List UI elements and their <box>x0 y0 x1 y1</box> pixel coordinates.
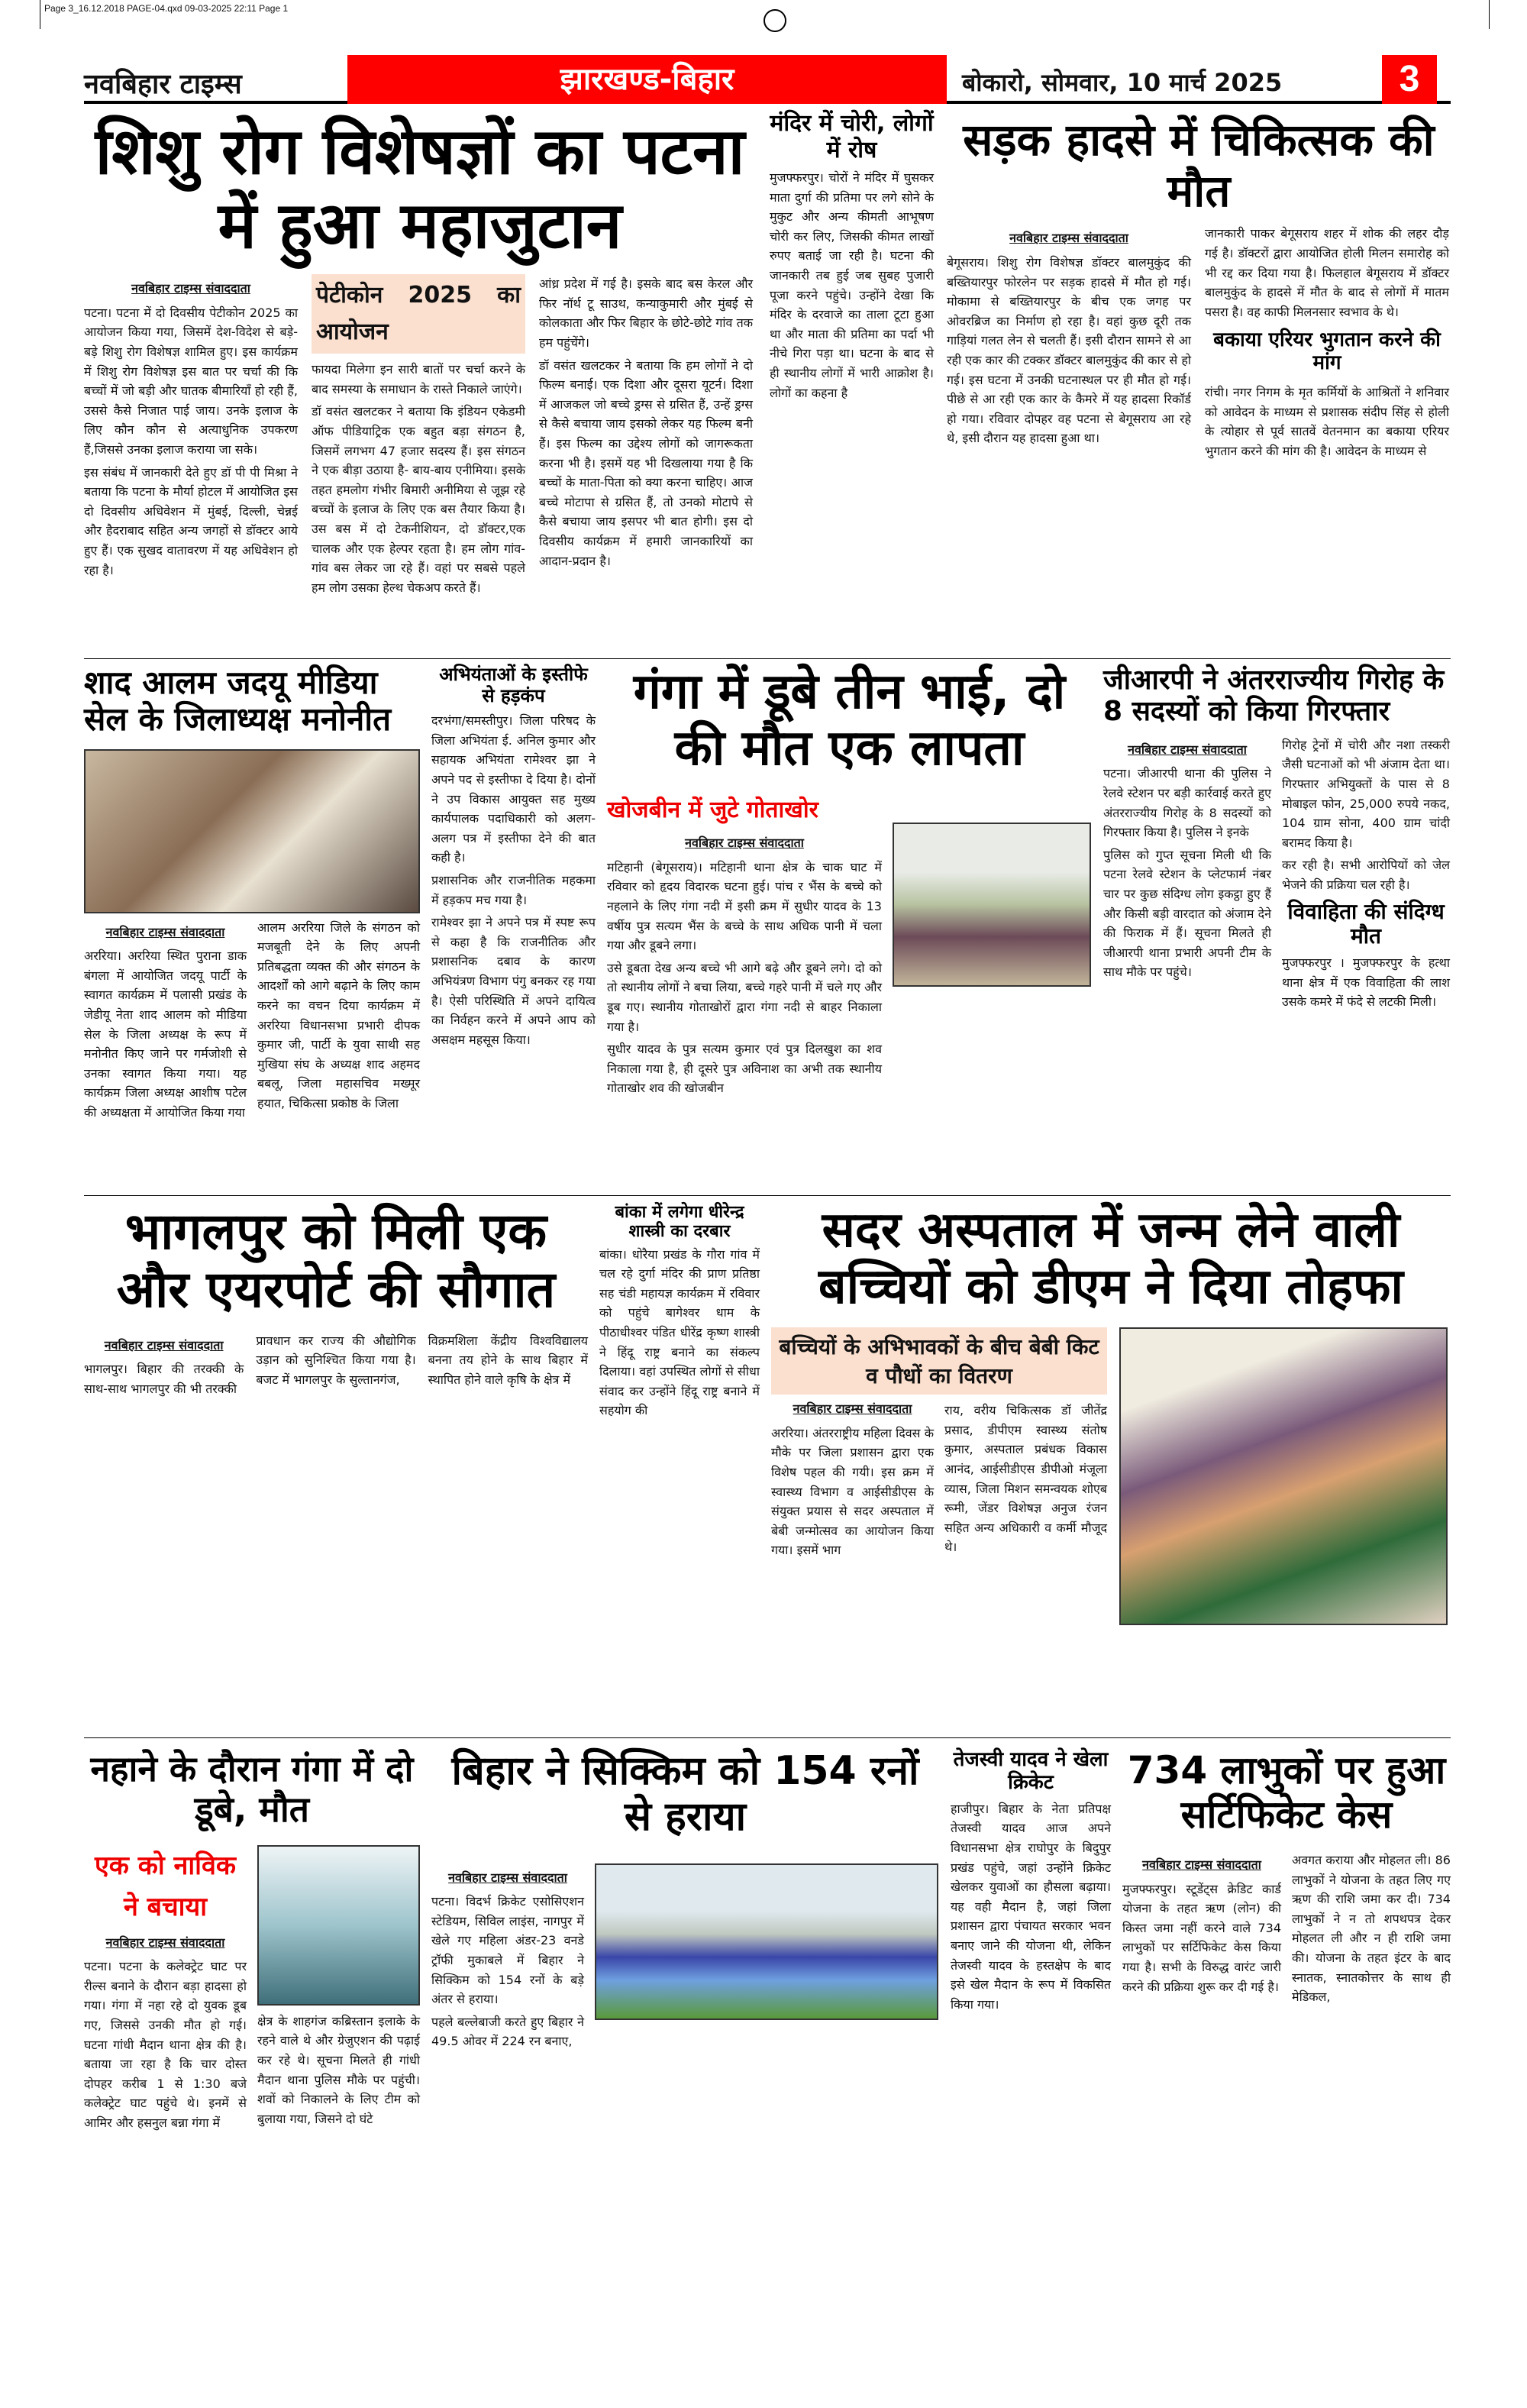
paragraph: फायदा मिलेगा इन सारी बातों पर चर्चा करने के बाद समस्या के समाधान के रास्ते निकाले जाएंगे। <box>312 362 525 396</box>
headline: मंदिर में चोरी, लोगों में रोष <box>770 110 934 163</box>
article-temple-theft <box>770 111 934 406</box>
divider <box>84 658 1451 659</box>
paragraph: मुजफ्फरपुर। चोरों ने मंदिर में घुसकर माता दुर्गा की प्रतिमा पर लगे सोने के मुकुट और अन्य कीमती आभूषण चोरी कर लिए, जिसकी कीमत लाखों रुपए बताई जा रही है। घटना की जानकारी तब हुई जब सुबह पुजारी पूजा करने पहुंचे। उन्होंने देखा कि मंदिर के दरवाजे का ताला टूटा हुआ था और माता की प्रतिमा का पर्दा भी नीचे गिरा पड़ा था। घटना के बाद से ही स्थानीय लोगों में भारी आक्रोश है। लोगों का कहना है <box>770 170 934 400</box>
headline: गंगा में डूबे तीन भाई, दो की मौत एक लापता <box>633 664 1066 777</box>
paragraph: बांका। धोरैया प्रखंड के गौरा गांव में चल रहे दुर्गा मंदिर की प्राण प्रतिष्ठा सह चंडी महायज्ञ कार्यक्रम में रविवार को पहुंचे बागेश्वर धाम के पीठाधीश्वर पंडित धीरेंद्र कृष्ण शास्त्री ने हिंदू राष्ट्र बनाने का संकल्प दिलाया। वहां उपस्थित लोगों से सीधा संवाद कर उन्होंने हिंदू राष्ट्र बनाने में सहयोग की <box>599 1246 760 1418</box>
dm-gifting-photo <box>1119 1327 1448 1625</box>
paragraph: रामेश्वर झा ने अपने पत्र में स्पष्ट रूप से कहा है कि राजनीतिक और प्रशासनिक दबाव के कारण अभियंत्रण विभाग पंगु बनकर रह गया है। ऐसी परिस्थिति में अपने दायित्व का निर्वहन करने में अपने आप को असक्षम महसूस किया। <box>431 915 596 1047</box>
article-sadar-hospital <box>771 1203 1451 1625</box>
paragraph: मुजफ्फरपुर । मुजफ्फरपुर के हत्था थाना क्षेत्र में एक विवाहिता की लाश उसके कमरे में फंदे से लटकी मिली। <box>1282 955 1450 1010</box>
byline: नवबिहार टाइम्स संवाददाता <box>1142 1857 1261 1872</box>
article-grp-arrest <box>1103 664 1451 1015</box>
paragraph: अररिया। अररिया स्थित पुराना डाक बंगला में आयोजित जदयू पार्टी के स्वागत कार्यक्रम में पलासी प्रखंड के जेडीयू नेता शाद आलम को मीडिया सेल के जिला अध्यक्ष के रूप में मनोनीत किए जाने पर गर्मजोशी से उनका स्वागत किया गया। यह कार्यक्रम जिला अध्यक्ष आशीष पटेल की अध्यक्षता में आयोजित किया गया <box>84 949 247 1120</box>
byline: नवबिहार टाइम्स संवाददाता <box>131 281 250 296</box>
paragraph: पुलिस को गुप्त सूचना मिली थी कि पटना रेलवे स्टेशन के प्लेटफार्म नंबर चार पर कुछ संदिग्ध लोग इकट्ठा हुए हैं और किसी बड़ी वारदात को अंजाम देने की फिराक में हैं। सूचना मिलते ही जीआरपी थाना प्रभारी अपनी टीम के साथ मौके पर पहुंचे। <box>1103 847 1271 980</box>
cricket-team-photo <box>595 1863 938 2020</box>
paragraph: बेगूसराय। शिशु रोग विशेषज्ञ डॉक्टर बालमुकुंद की बख्तियारपुर फोरलेन पर सड़क हादसे में मौत हो गई। मोकामा से बख्तियारपुर के बीच एक जगह पर ओवरब्रिज का निर्माण हो रहा है। वहां कुछ दूरी तक गाड़ियां गलत लेन से चलती हैं। इसी दौरान सामने से आ रही एक कार की टक्कर डॉक्टर बालमुकुंद की कार से हो गई। इस घटना में उनकी घटनास्थल पर ही मौत हो गई। पीछे से आ रही एक कार के कैमरे में यह हादसा रिकॉर्ड हो गया। रविवार दोपहर वह पटना से बेगूसराय आ रहे थे, इसी दौरान यह हादसा हुआ था। <box>947 254 1191 446</box>
article-engineers-resign <box>431 664 596 1052</box>
masthead <box>84 55 1451 104</box>
headline: सड़क हादसे में चिकित्सक की मौत <box>963 114 1435 217</box>
section-banner: झारखण्ड-बिहार <box>347 55 947 104</box>
divider <box>84 1195 1451 1196</box>
paragraph: जानकारी पाकर बेगूसराय शहर में शोक की लहर दौड़ गई है। डॉक्टरों द्वारा आयोजित होली मिलन समारोह को भी रद्द कर दिया गया है। फिलहाल बेगूसराय में डॉक्टर बालमुकुंद के हादसे में मौत के बाद से लोगों में मातम पसरा है। वह काफी मिलनसार स्वभाव के थे। <box>1205 226 1449 319</box>
paragraph: प्रावधान कर राज्य की औद्योगिक उड़ान को सुनिश्चित किया गया है। बजट में भागलपुर के सुल्तानगंज, <box>256 1333 416 1387</box>
article-ganga-drowning-brothers <box>607 664 1092 1101</box>
headline: अभियंताओं के इस्तीफे से हड़कंप <box>439 664 588 706</box>
subheadline: एक को नाविक ने बचाया <box>94 1850 236 1923</box>
paragraph: दरभंगा/समस्तीपुर। जिला परिषद के जिला अभियंता ई. अनिल कुमार और सहायक अभियंता रामेश्वर झा ने अपने पद से इस्तीफा दे दिया है। दोनों ने उप विकास आयुक्त सह मुख्य कार्यपालक पदाधिकारी को अलग-अलग पत्र में इस्तीफा देने की बात कही है। <box>431 713 596 865</box>
paragraph: डॉ वसंत खलटकर ने बताया कि हम लोगों ने दो फिल्म बनाई। एक दिशा और दूसरा यूटर्न। दिशा में आजकल जो बच्चे ड्रग्स से ग्रसित हैं, उन्हें ड्रग्स से कैसे बचाया जाय इसको लेकर यह फिल्म बनी हैं। इस फिल्म का उद्देश्य लोगों को जागरूकता करना भी है। इसमें यह भी दिखलाया गया है कि बच्चों के माता-पिता को क्या करना चाहिए। आज बच्चे मोटापा से ग्रसित हैं, तो उनको मोटापे से कैसे बचाया जाय इसपर भी बात होगी। इस दो दिवसीय कार्यक्रम में हमारी जानकारियों का आदान-प्रदान है। <box>539 357 753 568</box>
headline: बिहार ने सिक्किम को 154 रनों से हराया <box>451 1748 919 1840</box>
headline: तेजस्वी यादव ने खेला क्रिकेट <box>953 1748 1109 1794</box>
article-pediatric-conference <box>84 115 756 600</box>
paragraph: पटना। पटना के कलेक्ट्रेट घाट पर रील्स बनाने के दौरान बड़ा हादसा हो गया। गंगा में नहा रहे दो युवक डूब गए, जिससे उनकी मौत हो गई। घटना गांधी मैदान थाना क्षेत्र की है। बताया जा रहा है कि चार दोस्त दोपहर करीब 1 से 1:30 बजे कलेक्ट्रेट घाट पहुंचे थे। इनमें से आमिर और हसनुल बन्ना गंगा में <box>84 1959 247 2130</box>
byline: नवबिहार टाइम्स संवाददाता <box>104 1337 224 1353</box>
byline: नवबिहार टाइम्स संवाददाता <box>105 1934 225 1950</box>
byline: नवबिहार टाइम्स संवाददाता <box>448 1870 567 1885</box>
headline: सदर अस्पताल में जन्म लेने वाली बच्चियों को डीएम ने दिया तोहफा <box>818 1202 1403 1315</box>
paragraph: क्षेत्र के शाहगंज कब्रिस्तान इलाके के रहने वाले थे और ग्रेजुएशन की पढ़ाई कर रहे थे। सूचना मिलते ही गांधी मैदान थाना पुलिस मौके पर पहुंची। शवों को निकालने के लिए टीम को बुलाया गया, जिसने दो घंटे <box>257 2013 420 2126</box>
paragraph: इस संबंध में जानकारी देते हुए डॉ पी पी मिश्रा ने बताया कि पटना के मौर्या होटल में आयोजित इस दो दिवसीय अधिवेशन में मुंबई, दिल्ली, चेन्नई और हैदराबाद सहित अन्य जगहों से डॉक्टर आये हुए हैं। एक सुखद वातावरण में यह अधिवेशन हो रहा है। <box>84 464 298 577</box>
subheadline: पेटीकोन 2025 का आयोजन <box>312 274 525 354</box>
paragraph: गिरोह ट्रेनों में चोरी और नशा तस्करी जैसी घटनाओं को भी अंजाम देता था। गिरफ्तार अभियुक्तों के पास से 8 मोबाइल फोन, 25,000 रुपये नकद, 104 ग्राम सोना, 400 ग्राम चांदी बरामद किया है। <box>1282 737 1450 850</box>
byline: नवबिहार टाइम्स संवाददाता <box>685 836 804 851</box>
subheadline: बच्चियों के अभिभावकों के बीच बेबी किट व पौधों का वितरण <box>771 1327 1107 1395</box>
article-bihar-cricket-win <box>431 1749 939 2054</box>
divider <box>84 1737 1451 1738</box>
paragraph: मुजफ्फरपुर। स्टूडेंट्स क्रेडिट कार्ड योजना के तहत ऋण (लोन) की किस्त जमा नहीं करने वाले 734 लाभुकों पर सर्टिफिकेट केस किया गया है। सभी के विरुद्ध वारंट जारी करने की प्रक्रिया शुरू कर दी गई है। <box>1122 1881 1281 1994</box>
paragraph: आंध्र प्रदेश में गई है। इसके बाद बस केरल और फिर नॉर्थ टू साउथ, कन्याकुमारी और मुंबई से कोलकाता और फिर बिहार के छोटे-छोटे गांव तक हम पहुंचेंगे। <box>539 276 753 350</box>
headline-suspicious-death: विवाहिता की संदिग्ध मौत <box>1287 898 1445 949</box>
paragraph: अवगत कराया और मोहलत ली। 86 लाभुकों ने योजना के तहत लिए गए ऋण की राशि जमा कर दी। 734 लाभुकों ने न तो शपथपत्र देकर मोहलत ली और न ही राशि जमा की। योजना के तहत इंटर के बाद स्नातक, स्नातकोत्तर के साथ ही मेडिकल, <box>1292 1853 1451 2005</box>
byline: नवबिहार टाइम्स संवाददाता <box>1009 231 1128 246</box>
paragraph: मटिहानी (बेगूसराय)। मटिहानी थाना क्षेत्र के चाक घाट में रविवार को हृदय विदारक घटना हुई। पांच र भैंस के बच्चे को नहलाने के लिए गंगा नदी में इसी क्रम में सुधीर यादव के 13 वर्षीय पुत्र सत्यम भैंस के बच्चे के साथ अधिक पानी में चला गया और डूबने लगा। <box>607 859 882 953</box>
paragraph: हाजीपुर। बिहार के नेता प्रतिपक्ष तेजस्वी यादव आज अपने विधानसभा क्षेत्र राघोपुर के बिदुपुर प्रखंड पहुंचे, जहां उन्होंने क्रिकेट खेलकर युवाओं का हौसला बढ़ाया। यह वही मैदान है, जहां जिला प्रशासन द्वारा पंचायत सरकार भवन बनाए जाने की योजना थी, लेकिन तेजस्वी यादव के हस्तक्षेप के बाद इसे खेल मैदान के रूप में विकसित किया गया। <box>951 1801 1111 2012</box>
article-shad-alam <box>84 664 420 1126</box>
paragraph: कर रही है। सभी आरोपियों को जेल भेजने की प्रक्रिया चल रही है। <box>1282 858 1450 892</box>
paragraph: पटना। पटना में दो दिवसीय पेटीकोन 2025 का आयोजन किया गया, जिसमें देश-विदेश से बड़े-बड़े शिशु रोग विशेषज्ञ शामिल हुए। इस कार्यक्रम में शिशु रोग विशेषज्ञ इस बात पर चर्चा की कि बच्चों में जो बड़ी और घातक बीमारियाँ हो रही हैं, उससे कैसे निजात पाई जाय। उनके इलाज के लिए कौन कौन से अत्याधुनिक उपकरण हैं,जिससे उनका इलाज कराया जा सके। <box>84 305 298 457</box>
byline: नवबिहार टाइम्स संवाददाता <box>105 924 225 939</box>
jdu-members-photo <box>84 749 420 913</box>
paragraph: सुधीर यादव के पुत्र सत्यम कुमार एवं पुत्र दिलखुश का शव निकाला गया है, ही दूसरे पुत्र अविनाश का अभी तक स्थानीय गोताखोर शव की खोजबीन <box>607 1042 882 1096</box>
article-ganga-two-drowned <box>84 1749 420 2136</box>
paragraph: रांची। नगर निगम के मृत कर्मियों के आश्रितों ने शनिवार को आवेदन के माध्यम से प्रशासक संदीप सिंह से होली के त्योहार से पूर्व सातवें वेतनमान का बकाया एरियर भुगतान करने की मांग की है। आवेदन के माध्यम से <box>1205 385 1449 458</box>
subheadline: खोजबीन में जुटे गोताखोर <box>607 797 818 824</box>
article-bhagalpur-airport <box>84 1203 588 1402</box>
grieving-women-photo <box>893 823 1091 987</box>
byline: नवबिहार टाइम्स संवाददाता <box>1128 742 1247 757</box>
page-number: 3 <box>1382 55 1437 104</box>
headline: शिशु रोग विशेषज्ञों का पटना में हुआ महाजुटान <box>95 114 745 263</box>
paragraph: प्रशासनिक और राजनीतिक महकमा में हड़कप मच गया है। <box>431 872 596 907</box>
byline: नवबिहार टाइम्स संवाददाता <box>793 1401 912 1417</box>
article-734-certificate-case <box>1122 1749 1451 2010</box>
paragraph: आलम अररिया जिले के संगठन को मजबूती देने के लिए अपनी प्रतिबद्धता व्यक्त की और संगठन के आदर्शों को आगे बढ़ाने के लिए काम करने का वचन दिया कार्यक्रम में अररिया विधानसभा प्रभारी दीपक कुमार जी, पार्टी के युवा साथी सह मुखिया संघ के अध्यक्ष शाद अहमद बबलू, जिला महासचिव मख्मूर हयात, चिकित्सा प्रकोष्ठ के जिला <box>257 920 420 1110</box>
headline: जीआरपी ने अंतरराज्यीय गिरोह के 8 सदस्यों को किया गिरफ्तार <box>1103 664 1445 728</box>
paragraph: पटना। जीआरपी थाना की पुलिस ने रेलवे स्टेशन पर बड़ी कार्रवाई करते हुए अंतरराज्यीय गिरोह के 8 सदस्यों को गिरफ्तार किया है। पुलिस ने इनके <box>1103 766 1271 840</box>
article-tejashwi-cricket <box>951 1749 1111 2017</box>
paragraph: अररिया। अंतरराष्ट्रीय महिला दिवस के मौके पर जिला प्रशासन द्वारा एक विशेष पहल की गयी। इस क्रम में स्वास्थ्य विभाग व आईसीडीएस के संयुक्त प्रयास से सदर अस्पताल में बेबी जन्मोत्सव का आयोजन किया गया। इसमें भाग <box>771 1425 934 1558</box>
edition-date: बोकारो, सोमवार, 10 मार्च 2025 <box>962 68 1283 97</box>
headline: भागलपुर को मिली एक और एयरपोर्ट की सौगात <box>116 1202 556 1319</box>
paragraph: उसे डूबता देख अन्य बच्चे भी आगे बढ़े और डूबने लगे। दो को तो स्थानीय लोगों ने बचा लिया, बच्चे गहरे पानी में चले गए और डूब गए। स्थानीय गोताखोरों द्वारा गंगा नदी से बाहर निकाला गया है। <box>607 960 882 1034</box>
drowning-hands-illustration <box>257 1845 420 2006</box>
headline: 734 लाभुकों पर हुआ सर्टिफिकेट केस <box>1127 1748 1446 1837</box>
paragraph: पहले बल्लेबाजी करते हुए बिहार ने 49.5 ओवर में 224 रन बनाए, <box>431 2014 584 2049</box>
file-slug: Page 3_16.12.2018 PAGE-04.qxd 09-03-2025 22:11 Page 1 <box>44 3 289 14</box>
article-doctor-accident <box>947 115 1451 464</box>
paragraph: पटना। विदर्भ क्रिकेट एसोसिएशन स्टेडियम, सिविल लाइंस, नागपुर में खेले गए महिला अंडर-23 वनडे ट्रॉफी मुकाबले में बिहार ने सिक्किम को 154 रनों के बड़े अंतर से हराया। <box>431 1894 584 2007</box>
headline: नहाने के दौरान गंगा में दो डूबे, मौत <box>90 1748 414 1830</box>
headline-arrears: बकाया एरियर भुगतान करने की मांग <box>1213 328 1441 375</box>
paragraph: भागलपुर। बिहार की तरक्की के साथ-साथ भागलपुर की भी तरक्की <box>84 1362 244 1396</box>
newspaper-name: नवबिहार टाइम्स <box>84 69 242 100</box>
paragraph: राय, वरीय चिकित्सक डॉ जीतेंद्र प्रसाद, डीपीएम स्वास्थ्य संतोष कुमार, अस्पताल प्रबंधक विकास आनंद, आईसीडीएस डीपीओ मंजूला व्यास, जिला मिशन समन्वयक शोएब रूमी, जेंडर विशेषज्ञ अनुज रंजन सहित अन्य अधिकारी व कर्मी मौजूद थे। <box>944 1403 1107 1555</box>
headline: शाद आलम जदयू मीडिया सेल के जिलाध्यक्ष मनोनीत <box>84 664 392 739</box>
headline: बांका में लगेगा धीरेन्द्र शास्त्री का दरबार <box>615 1203 744 1242</box>
registration-mark-icon <box>764 9 786 32</box>
crop-mark <box>1489 0 1490 29</box>
article-banka-dhirendra <box>599 1203 760 1424</box>
paragraph: विक्रमशिला केंद्रीय विश्वविद्यालय बनना तय होने के साथ बिहार में स्थापित होने वाले कृषि के क्षेत्र में <box>428 1333 588 1387</box>
paragraph: डॉ वसंत खलटकर ने बताया कि इंडियन एकेडमी ऑफ पीडियाट्रिक एक बहुत बड़ा संगठन है, जिसमें लगभग 47 हजार सदस्य हैं। इस संगठन ने एक बीड़ा उठाया है- बाय-बाय एनीमिया। इसके तहत हमलोग गंभीर बिमारी अनीमिया से जूझ रहे बच्चों के इलाज के लिए एक बस तैयार किया है। उस बस में दो टेकनीशियन, दो डॉक्टर,एक चालक और एक हेल्पर रहता है। हम लोग गांव-गांव बस लेकर जा रहे हैं। वहां पर सबसे पहले हम लोग उसका हेल्थ चेकअप करते हैं। <box>312 404 525 595</box>
